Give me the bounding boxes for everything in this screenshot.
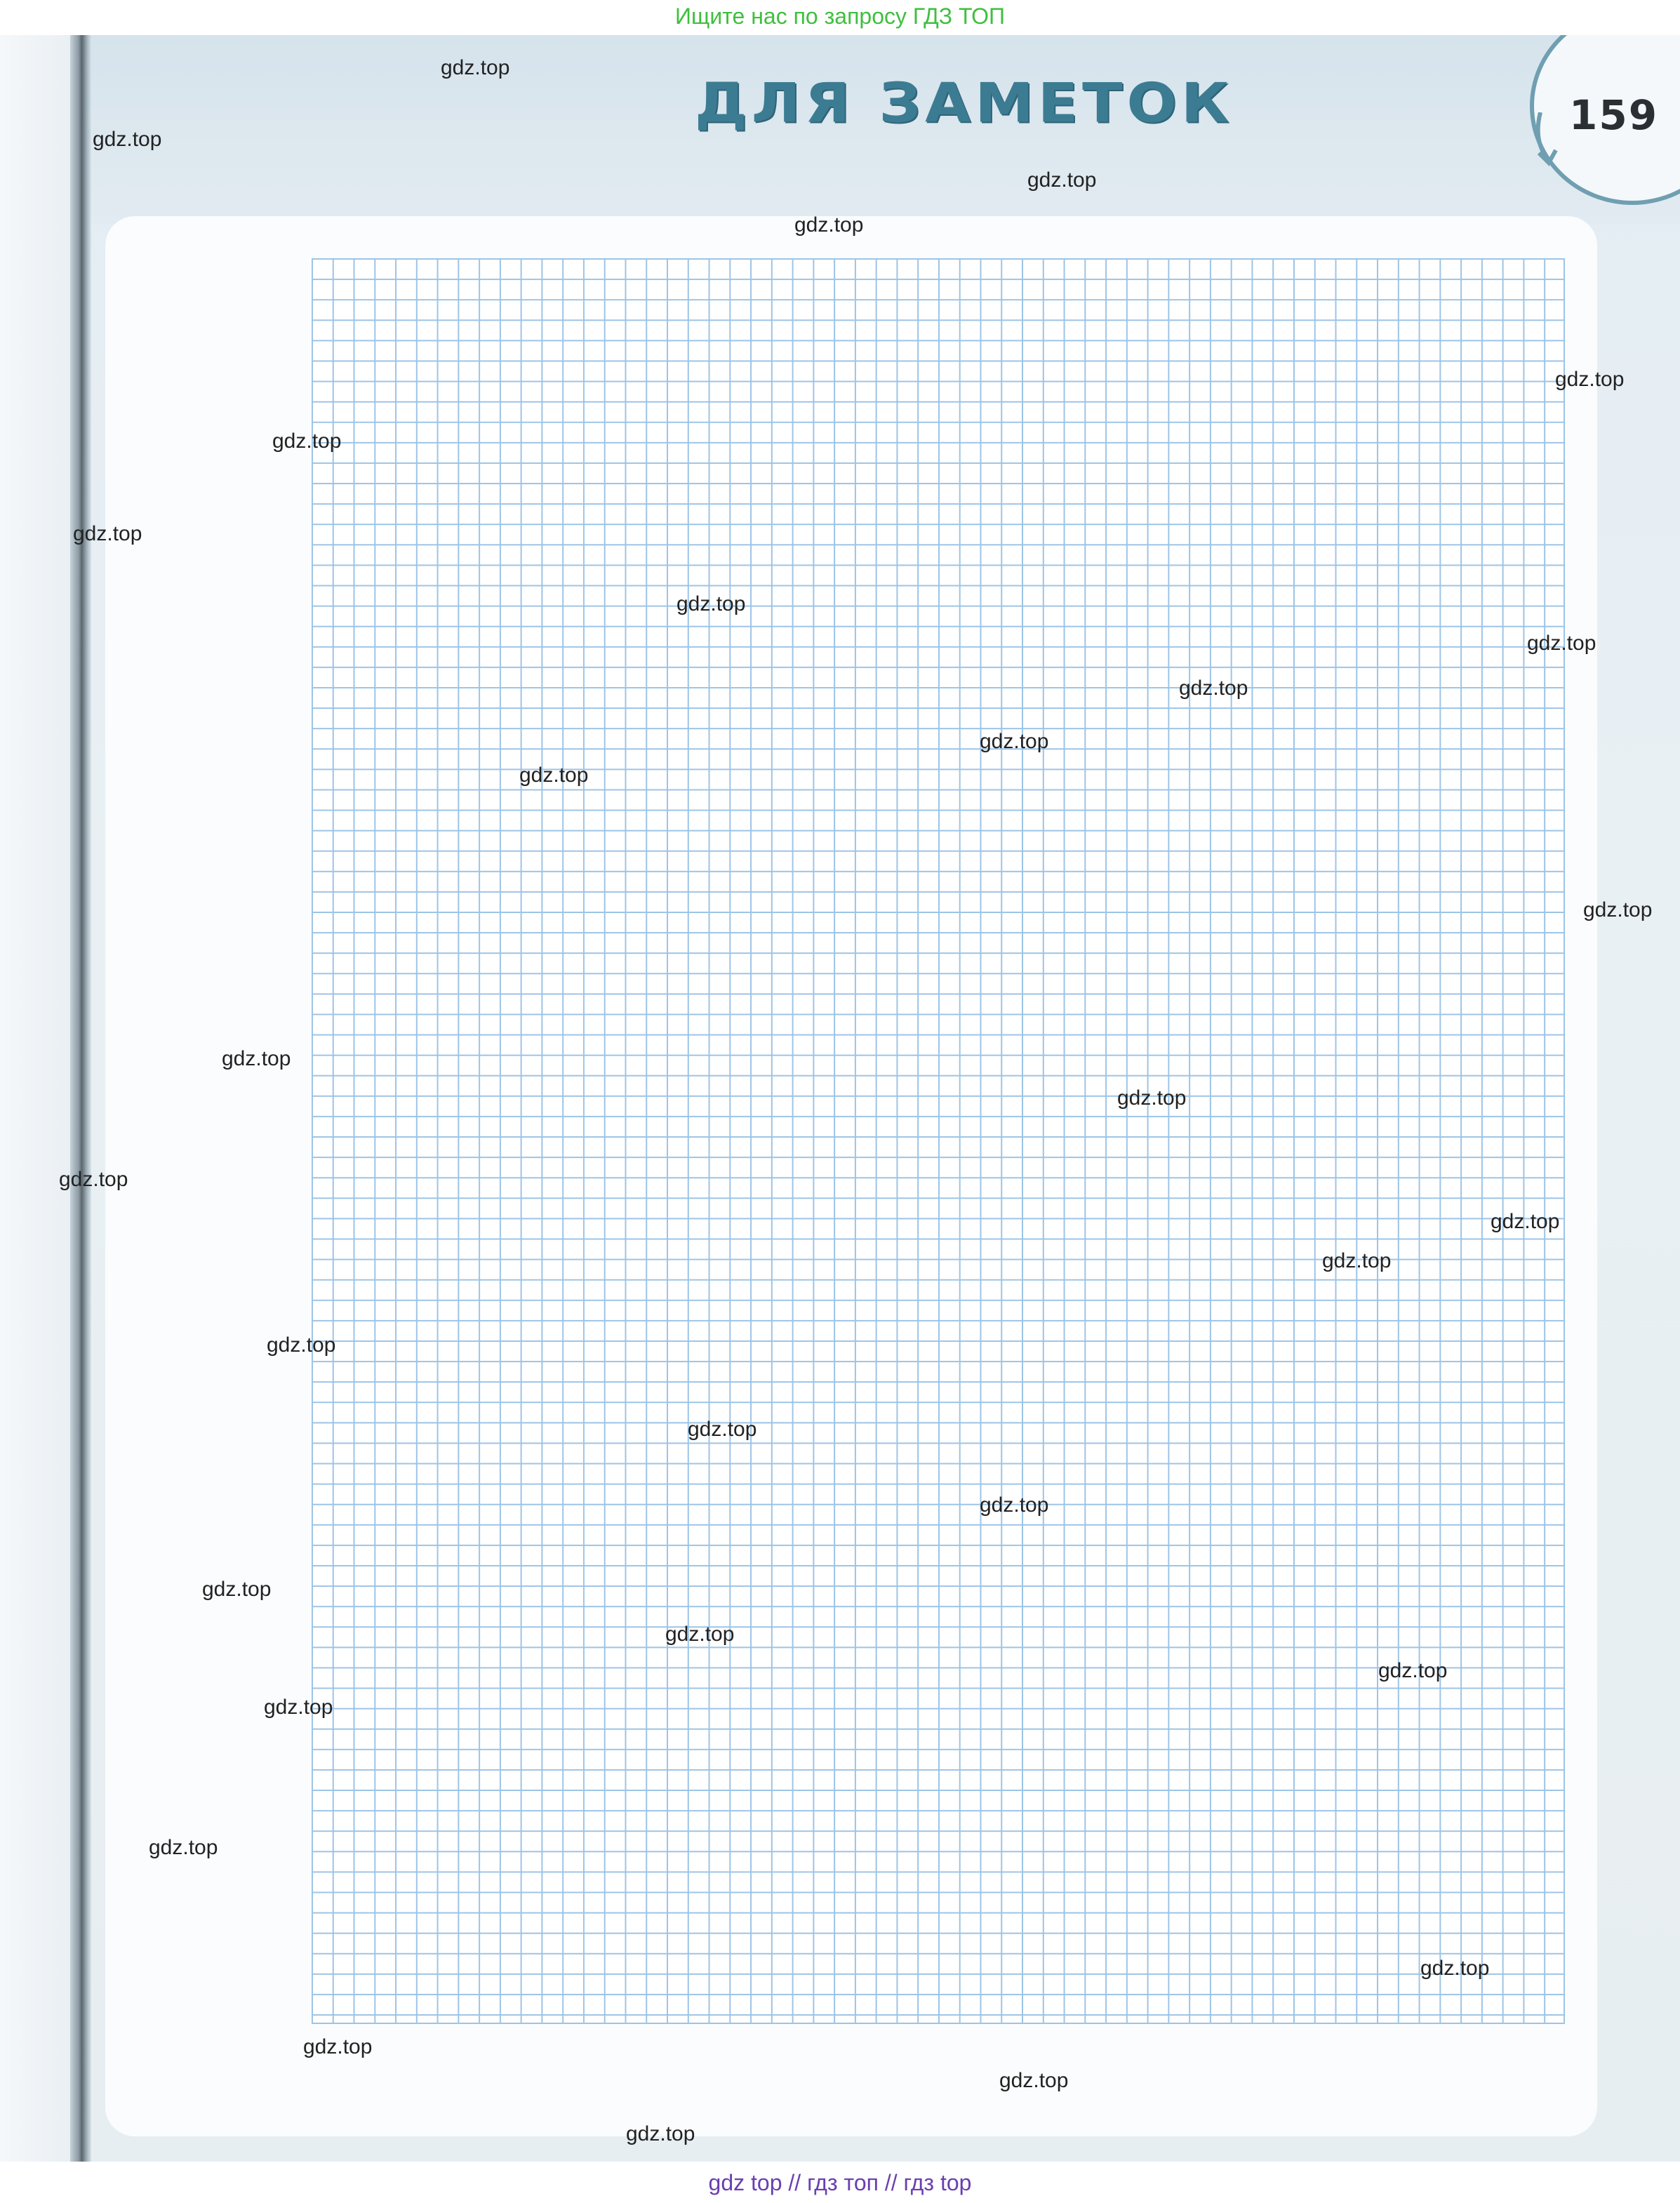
watermark: gdz.top	[676, 592, 746, 615]
watermark: gdz.top	[202, 1578, 272, 1601]
watermark: gdz.top	[1527, 632, 1596, 655]
watermark: gdz.top	[1322, 1249, 1392, 1272]
watermark: gdz.top	[1583, 898, 1653, 921]
watermark: gdz.top	[688, 1418, 757, 1441]
notes-grid	[312, 258, 1565, 2024]
watermark: gdz.top	[1420, 1957, 1490, 1980]
book-spine	[70, 35, 91, 2162]
watermark: gdz.top	[1378, 1659, 1448, 1682]
page-number: 159	[1569, 91, 1659, 139]
watermark: gdz.top	[59, 1168, 128, 1191]
top-banner[interactable]: Ищите нас по запросу ГДЗ ТОП	[675, 4, 1005, 29]
watermark: gdz.top	[303, 2035, 373, 2058]
watermark: gdz.top	[272, 430, 342, 453]
watermark: gdz.top	[665, 1623, 735, 1646]
watermark: gdz.top	[794, 213, 864, 237]
watermark: gdz.top	[1117, 1086, 1187, 1110]
watermark: gdz.top	[441, 56, 510, 79]
watermark: gdz.top	[73, 522, 142, 545]
watermark: gdz.top	[222, 1047, 291, 1070]
watermark: gdz.top	[1027, 168, 1097, 192]
watermark: gdz.top	[626, 2122, 695, 2145]
watermark: gdz.top	[519, 764, 589, 787]
watermark: gdz.top	[980, 730, 1049, 753]
watermark: gdz.top	[149, 1836, 218, 1859]
watermark: gdz.top	[999, 2069, 1069, 2092]
watermark: gdz.top	[267, 1333, 336, 1357]
watermark: gdz.top	[980, 1493, 1049, 1517]
watermark: gdz.top	[264, 1696, 333, 1719]
watermark: gdz.top	[1179, 677, 1248, 700]
watermark: gdz.top	[1491, 1210, 1560, 1233]
watermark: gdz.top	[1555, 368, 1625, 391]
bottom-banner[interactable]: gdz top // гдз топ // гдз top	[0, 2163, 1680, 2203]
watermark: gdz.top	[93, 128, 162, 151]
previous-page-edge	[0, 35, 77, 2162]
curl-arrow-icon	[1526, 112, 1568, 168]
page-title: ДЛЯ ЗАМЕТОК	[695, 71, 1234, 135]
